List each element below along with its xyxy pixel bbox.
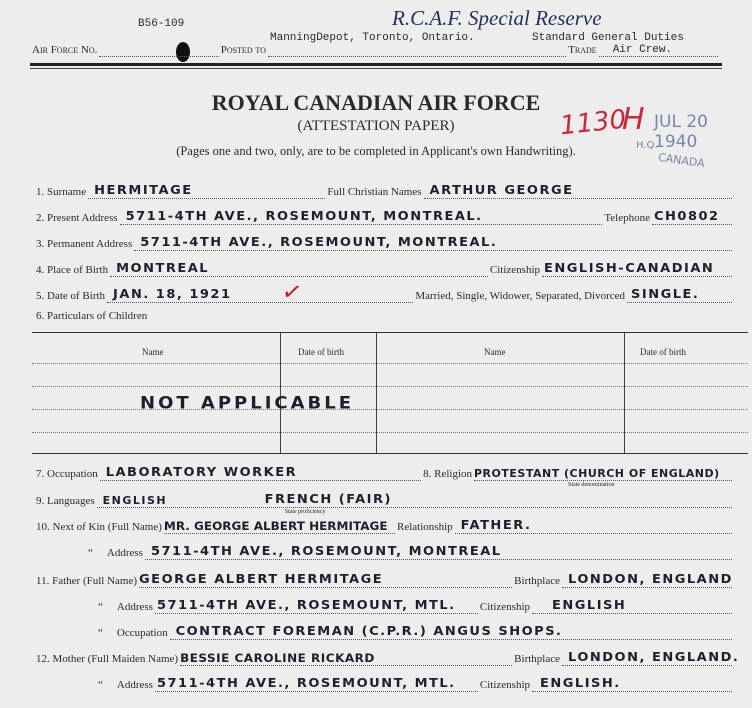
citizenship-field[interactable] bbox=[542, 258, 732, 277]
mother-field[interactable] bbox=[180, 647, 512, 666]
kin-address-label: Address bbox=[106, 547, 143, 559]
stamp-date: JUL 20 1940 bbox=[654, 112, 708, 152]
present-address-value: 5711-4TH AVE., ROSEMOUNT, MONTREAL. bbox=[125, 209, 483, 224]
occupation-value: LABORATORY WORKER bbox=[105, 465, 298, 480]
father-value: GEORGE ALBERT HERMITAGE bbox=[139, 572, 384, 587]
instruction: (Pages one and two, only, are to be completed in Applicant's own Handwriting). bbox=[176, 144, 576, 158]
birthplace-field[interactable] bbox=[110, 258, 488, 277]
children-entry: NOT APPLICABLE bbox=[140, 393, 355, 414]
ditto-mark: “ bbox=[98, 601, 103, 613]
header-rule bbox=[30, 63, 722, 69]
languages-value: ENGLISH bbox=[102, 494, 168, 507]
occupation-label: 7. Occupation bbox=[36, 468, 98, 480]
mother-birthplace-label: Birthplace bbox=[514, 653, 560, 665]
languages-value-2: FRENCH (FAIR) bbox=[264, 492, 392, 507]
permanent-address-field[interactable] bbox=[134, 232, 732, 251]
dob-value: JAN. 18, 1921 bbox=[113, 287, 232, 302]
christian-names-field[interactable] bbox=[424, 180, 732, 199]
dob-label: 5. Date of Birth bbox=[36, 290, 106, 302]
father-occupation-field[interactable] bbox=[170, 621, 732, 640]
christian-names-label: Full Christian Names bbox=[327, 186, 422, 198]
mother-value: BESSIE CAROLINE RICKARD bbox=[180, 651, 375, 665]
religion-note: State denomination bbox=[568, 482, 615, 488]
father-address-label: Address bbox=[116, 601, 153, 613]
mother-citizenship-field[interactable] bbox=[532, 673, 732, 692]
mother-birthplace-field[interactable] bbox=[562, 647, 740, 666]
present-address-label: 2. Present Address bbox=[36, 212, 118, 224]
trade-label: Trade bbox=[568, 44, 597, 56]
children-label: 6. Particulars of Children bbox=[36, 310, 148, 322]
father-birthplace-field[interactable] bbox=[562, 569, 732, 588]
posted-to-field bbox=[268, 44, 566, 57]
father-citizenship-field[interactable] bbox=[532, 595, 732, 614]
ditto-mark: “ bbox=[88, 547, 93, 559]
posted-to-label: Posted to bbox=[220, 44, 266, 56]
page-title: ROYAL CANADIAN AIR FORCE bbox=[211, 90, 541, 115]
father-label: 11. Father (Full Name) bbox=[36, 575, 138, 587]
stamp-office: H.Q. bbox=[636, 140, 658, 151]
father-citizenship-value: ENGLISH bbox=[552, 598, 627, 613]
relationship-field[interactable] bbox=[455, 515, 732, 534]
stamp-number: 1130 bbox=[558, 104, 628, 142]
dob-field[interactable] bbox=[107, 284, 413, 303]
languages-label: 9. Languages bbox=[36, 495, 95, 507]
col-dob-2: Date of birth bbox=[640, 347, 686, 357]
surname-label: 1. Surname bbox=[36, 186, 87, 198]
surname-value: HERMITAGE bbox=[94, 183, 193, 198]
languages-field[interactable] bbox=[97, 489, 732, 515]
telephone-label: Telephone bbox=[604, 212, 650, 224]
col-name-2: Name bbox=[484, 347, 506, 357]
religion-field[interactable] bbox=[474, 462, 732, 488]
stamp-place: CANADA bbox=[657, 150, 706, 171]
kin-address-value: 5711-4TH AVE., ROSEMOUNT, MONTREAL bbox=[150, 544, 502, 559]
mother-address-value: 5711-4TH AVE., ROSEMOUNT, MTL. bbox=[156, 676, 456, 691]
ditto-mark: “ bbox=[98, 627, 103, 639]
relationship-value: FATHER. bbox=[460, 518, 532, 533]
col-dob-1: Date of birth bbox=[298, 347, 344, 357]
telephone-field[interactable] bbox=[652, 206, 732, 225]
children-table bbox=[32, 332, 748, 454]
languages-note: State proficiency bbox=[284, 509, 326, 515]
father-occupation-label: Occupation bbox=[116, 627, 168, 639]
file-number: B56-109 bbox=[138, 18, 185, 30]
permanent-address-value: 5711-4TH AVE., ROSEMOUNT, MONTREAL. bbox=[140, 235, 498, 250]
father-address-field[interactable] bbox=[155, 595, 478, 614]
red-checkmark: ✓ bbox=[279, 278, 305, 308]
surname-field[interactable] bbox=[88, 180, 325, 199]
air-force-no-label: Air Force No. bbox=[32, 44, 98, 56]
trade-extra: Standard General Duties bbox=[532, 32, 684, 44]
marital-status-field[interactable] bbox=[627, 284, 732, 303]
mother-address-label: Address bbox=[116, 679, 153, 691]
air-force-no-field bbox=[99, 44, 218, 57]
kin-address-field[interactable] bbox=[145, 541, 732, 560]
religion-label: 8. Religion bbox=[423, 468, 472, 480]
marital-status-label: Married, Single, Widower, Separated, Divorced bbox=[415, 290, 625, 302]
telephone-value: CH0802 bbox=[654, 209, 720, 224]
ditto-mark: “ bbox=[98, 679, 103, 691]
father-field[interactable] bbox=[139, 569, 512, 588]
birthplace-label: 4. Place of Birth bbox=[36, 264, 109, 276]
religion-value: PROTESTANT (CHURCH OF ENGLAND) bbox=[474, 467, 720, 480]
relationship-label: Relationship bbox=[397, 521, 453, 533]
col-name-1: Name bbox=[142, 347, 164, 357]
mother-address-field[interactable] bbox=[155, 673, 478, 692]
citizenship-value: ENGLISH-CANADIAN bbox=[544, 261, 715, 276]
father-birthplace-value: LONDON, ENGLAND bbox=[568, 572, 733, 587]
mother-label: 12. Mother (Full Maiden Name) bbox=[36, 653, 179, 665]
mother-citizenship-label: Citizenship bbox=[479, 679, 530, 691]
birthplace-value: MONTREAL bbox=[116, 261, 210, 276]
marital-status-value: SINGLE. bbox=[631, 287, 700, 302]
permanent-address-label: 3. Permanent Address bbox=[36, 238, 133, 250]
citizenship-label: Citizenship bbox=[489, 264, 540, 276]
father-occupation-value: CONTRACT FOREMAN (C.P.R.) ANGUS SHOPS. bbox=[175, 624, 563, 639]
mother-citizenship-value: ENGLISH. bbox=[540, 676, 621, 691]
present-address-field[interactable] bbox=[120, 206, 603, 225]
mother-birthplace-value: LONDON, ENGLAND. bbox=[568, 650, 740, 665]
trade-value: Air Crew. bbox=[612, 44, 673, 56]
christian-names-value: ARTHUR GEORGE bbox=[429, 183, 574, 198]
father-address-value: 5711-4TH AVE., ROSEMOUNT, MTL. bbox=[156, 598, 456, 613]
posted-to-value: ManningDepot, Toronto, Ontario. bbox=[270, 32, 475, 44]
reserve-heading: R.C.A.F. Special Reserve bbox=[392, 6, 602, 30]
trade-field bbox=[599, 44, 718, 57]
father-birthplace-label: Birthplace bbox=[514, 575, 560, 587]
stamp-mark: H bbox=[622, 102, 645, 137]
next-of-kin-field[interactable] bbox=[164, 515, 395, 534]
next-of-kin-value: MR. GEORGE ALBERT HERMITAGE bbox=[163, 519, 388, 533]
occupation-field[interactable] bbox=[100, 462, 421, 481]
next-of-kin-label: 10. Next of Kin (Full Name) bbox=[36, 521, 162, 533]
father-citizenship-label: Citizenship bbox=[479, 601, 530, 613]
page-subtitle: (ATTESTATION PAPER) bbox=[297, 118, 455, 134]
